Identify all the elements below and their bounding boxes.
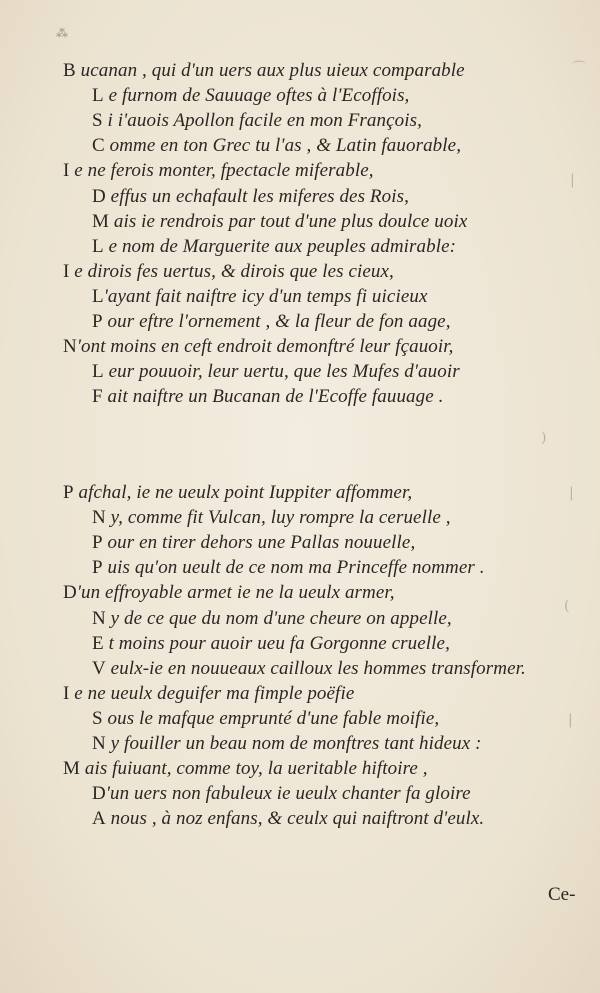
verse-text: 'un effroyable armet ie ne la ueulx armer, [76, 582, 395, 603]
verse-line [63, 336, 454, 358]
verse-text: e ne ueulx deguifer ma fimple poëfie [69, 683, 355, 704]
verse-line [92, 507, 451, 529]
verse-initial: I [63, 683, 70, 704]
verse-initial: I [63, 261, 70, 282]
margin-mark: ⌒ [572, 61, 586, 77]
verse-line [92, 386, 444, 408]
verse-line [92, 110, 422, 132]
verse-text: e ne ferois monter, fpectacle miferable, [69, 160, 374, 181]
verse-line [92, 633, 450, 655]
verse-text: our eftre l'ornement , & la fleur de fon aage, [102, 311, 451, 332]
verse-text: omme en ton Grec tu l'as , & Latin fauorable, [104, 135, 462, 156]
verse-line [92, 211, 467, 233]
verse-initial: L [92, 236, 104, 257]
verse-line [92, 733, 482, 755]
verse-initial: I [63, 160, 70, 181]
verse-text: effus un echafault les miferes des Rois, [105, 186, 409, 207]
verse-initial: L [92, 361, 104, 382]
verse-text: eur pouuoir, leur uertu, que les Mufes d'auoir [103, 361, 460, 382]
verse-initial: A [92, 808, 106, 829]
verse-line [92, 361, 460, 383]
verse-line [92, 783, 471, 805]
verse-text: afchal, ie ne ueulx point Iuppiter affommer, [73, 482, 413, 503]
verse-initial: N [92, 608, 106, 629]
verse-initial: P [92, 557, 103, 578]
verse-initial: S [92, 708, 103, 729]
verse-line [92, 532, 415, 554]
verse-line [92, 557, 485, 579]
verse-initial: F [92, 386, 103, 407]
margin-mark: ) [541, 430, 547, 446]
verse-text: t moins pour auoir ueu fa Gorgonne cruelle, [103, 633, 450, 654]
verse-text: ait naiftre un Bucanan de l'Ecoffe fauuage . [102, 386, 444, 407]
verse-text: ous le mafque emprunté d'une fable moifie, [102, 708, 440, 729]
verse-text: eulx-ie en nouueaux cailloux les hommes transformer. [105, 658, 526, 679]
verse-line [63, 683, 354, 705]
verse-initial: N [92, 733, 106, 754]
margin-mark: | [570, 172, 575, 188]
verse-line [92, 135, 461, 157]
verse-line [63, 261, 394, 283]
verse-text: uis qu'on ueult de ce nom ma Princeffe nommer . [102, 557, 485, 578]
verse-text: e dirois fes uertus, & dirois que les cieux, [69, 261, 394, 282]
verse-initial: N [63, 336, 77, 357]
ink-smudge: ⁂ [56, 26, 68, 40]
verse-line [63, 582, 395, 604]
verse-line [63, 758, 428, 780]
verse-initial: D [92, 186, 106, 207]
verse-text: 'un uers non fabuleux ie ueulx chanter fa gloire [105, 783, 471, 804]
verse-initial: C [92, 135, 105, 156]
verse-initial: P [63, 482, 74, 503]
verse-text: y de ce que du nom d'une cheure on appelle, [105, 608, 452, 629]
verse-text: ais fuiuant, comme toy, la ueritable hiftoire , [80, 758, 428, 779]
verse-line [63, 482, 412, 504]
verse-line [92, 608, 452, 630]
verse-text: our en tirer dehors une Pallas nouuelle, [102, 532, 416, 553]
catchword: Ce- [548, 884, 576, 905]
verse-line [92, 236, 456, 258]
verse-line [92, 186, 409, 208]
verse-initial: M [92, 211, 109, 232]
verse-initial: D [92, 783, 106, 804]
verse-text: ais ie rendrois par tout d'une plus doulce uoix [109, 211, 468, 232]
verse-line [92, 708, 439, 730]
verse-line [92, 658, 526, 680]
margin-mark: | [569, 485, 574, 501]
verse-text: e furnom de Sauuage oftes à l'Ecoffois, [103, 85, 410, 106]
verse-initial: P [92, 311, 103, 332]
verse-text: 'ayant fait naiftre icy d'un temps fi uicieux [103, 286, 428, 307]
verse-line [63, 60, 465, 82]
verse-initial: M [63, 758, 80, 779]
verse-initial: P [92, 532, 103, 553]
verse-line [63, 160, 374, 182]
verse-initial: S [92, 110, 103, 131]
verse-text: y, comme fit Vulcan, luy rompre la ceruelle , [105, 507, 451, 528]
margin-mark: | [568, 712, 573, 728]
verse-text: e nom de Marguerite aux peuples admirable: [103, 236, 457, 257]
verse-text: i i'auois Apollon facile en mon François, [102, 110, 422, 131]
verse-text: 'ont moins en ceft endroit demonftré leur fçauoir, [76, 336, 454, 357]
verse-text: y fouiller un beau nom de monftres tant hideux : [105, 733, 482, 754]
verse-initial: D [63, 582, 77, 603]
verse-initial: B [63, 60, 76, 81]
verse-line [92, 808, 484, 830]
margin-mark: ( [564, 598, 570, 614]
verse-text: ucanan , qui d'un uers aux plus uieux comparable [75, 60, 465, 81]
verse-initial: N [92, 507, 106, 528]
verse-initial: L [92, 286, 104, 307]
verse-line [92, 85, 409, 107]
verse-text: nous , à noz enfans, & ceulx qui naiftront d'eulx. [105, 808, 485, 829]
verse-initial: L [92, 85, 104, 106]
verse-initial: V [92, 658, 106, 679]
verse-line [92, 311, 451, 333]
verse-initial: E [92, 633, 104, 654]
verse-line [92, 286, 428, 308]
